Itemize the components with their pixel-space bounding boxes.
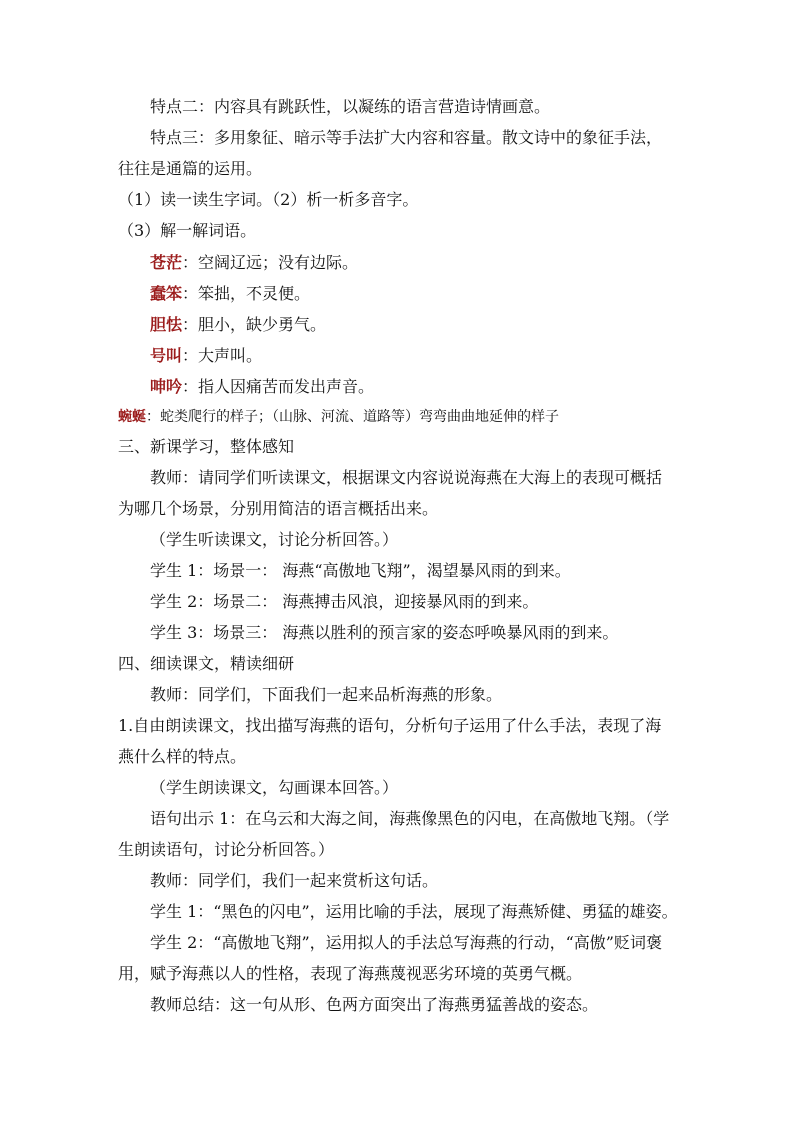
vocab-word: 苍茫: [150, 253, 183, 272]
vocab-entry: [150, 346, 262, 366]
vocab-word: 呻吟: [150, 377, 183, 396]
vocab-entry: [150, 377, 374, 397]
vocab-definition: ：胆小，缺少勇气。: [182, 315, 327, 334]
task-explain-words: （3）解一解词语。: [118, 221, 257, 240]
vocab-word: 号叫: [150, 346, 183, 365]
vocab-word: 蜿蜒: [118, 409, 146, 425]
student-analysis-one: 学生 1：“黑色的闪电”，运用比喻的手法，展现了海燕矫健、勇猛的雄姿。: [150, 902, 678, 921]
vocab-definition: ：指人因痛苦而发出声音。: [182, 377, 375, 396]
student-activity-note: （学生听读课文，讨论分析回答。）: [150, 530, 399, 549]
student-answer-scene-two: 学生 2：场景二： 海燕搏击风浪，迎接暴风雨的到来。: [150, 592, 539, 611]
teacher-summary: 教师总结：这一句从形、色两方面突出了海燕勇猛善战的姿态。: [150, 995, 599, 1014]
vocab-entry: [150, 315, 326, 335]
sentence-display: 语句出示 1：在乌云和大海之间，海燕像黑色的闪电，在高傲地飞翔。（学: [150, 809, 670, 828]
section-three-heading: 三、新课学习，整体感知: [118, 437, 295, 456]
vocab-entry: [118, 407, 559, 427]
teacher-instruction-continuation: 为哪几个场景，分别用简洁的语言概括出来。: [118, 499, 439, 518]
feature-three-line: 特点三：多用象征、暗示等手法扩大内容和容量。散文诗中的象征手法，: [150, 128, 663, 147]
student-answer-scene-one: 学生 1：场景一： 海燕“高傲地飞翔”，渴望暴风雨的到来。: [150, 561, 571, 580]
sentence-display-continuation: 生朗读语句，讨论分析回答。）: [118, 840, 335, 859]
task-read-and-analyze: （1）读一读生字词。（2）析一析多音字。: [118, 190, 419, 209]
vocab-word: 蠢笨: [150, 284, 183, 303]
student-analysis-two-continuation: 用，赋予海燕以人的性格，表现了海燕蔑视恶劣环境的英勇气概。: [118, 964, 583, 983]
student-answer-scene-three: 学生 3：场景三： 海燕以胜利的预言家的姿态呼唤暴风雨的到来。: [150, 623, 619, 642]
student-activity-note: （学生朗读课文，勾画课本回答。）: [150, 778, 399, 797]
task-item-one-continuation: 燕什么样的特点。: [118, 747, 247, 766]
student-analysis-two: 学生 2：“高傲地飞翔”，运用拟人的手法总写海燕的行动，“高傲”贬词褒: [150, 933, 662, 952]
teacher-instruction: 教师：请同学们听读课文，根据课文内容说说海燕在大海上的表现可概括: [150, 468, 663, 487]
vocab-definition: ：大声叫。: [182, 346, 263, 365]
vocab-definition: ：蛇类爬行的样子；（山脉、河流、道路等）弯弯曲曲地延伸的样子: [146, 409, 559, 425]
vocab-definition: ：笨拙，不灵便。: [182, 284, 311, 303]
teacher-intro: 教师：同学们，下面我们一起来品析海燕的形象。: [150, 685, 503, 704]
vocab-word: 胆怯: [150, 315, 183, 334]
vocab-definition: ：空阔辽远；没有边际。: [182, 253, 359, 272]
task-item-one: 1.自由朗读课文，找出描写海燕的语句，分析句子运用了什么手法，表现了海: [118, 716, 662, 735]
teacher-prompt: 教师：同学们，我们一起来赏析这句话。: [150, 871, 439, 890]
section-four-heading: 四、细读课文，精读细研: [118, 654, 295, 673]
feature-two-line: 特点二：内容具有跳跃性，以凝练的语言营造诗情画意。: [150, 97, 551, 116]
feature-three-continuation: 往往是通篇的运用。: [118, 159, 263, 178]
vocab-entry: [150, 253, 358, 273]
vocab-entry: [150, 284, 310, 304]
